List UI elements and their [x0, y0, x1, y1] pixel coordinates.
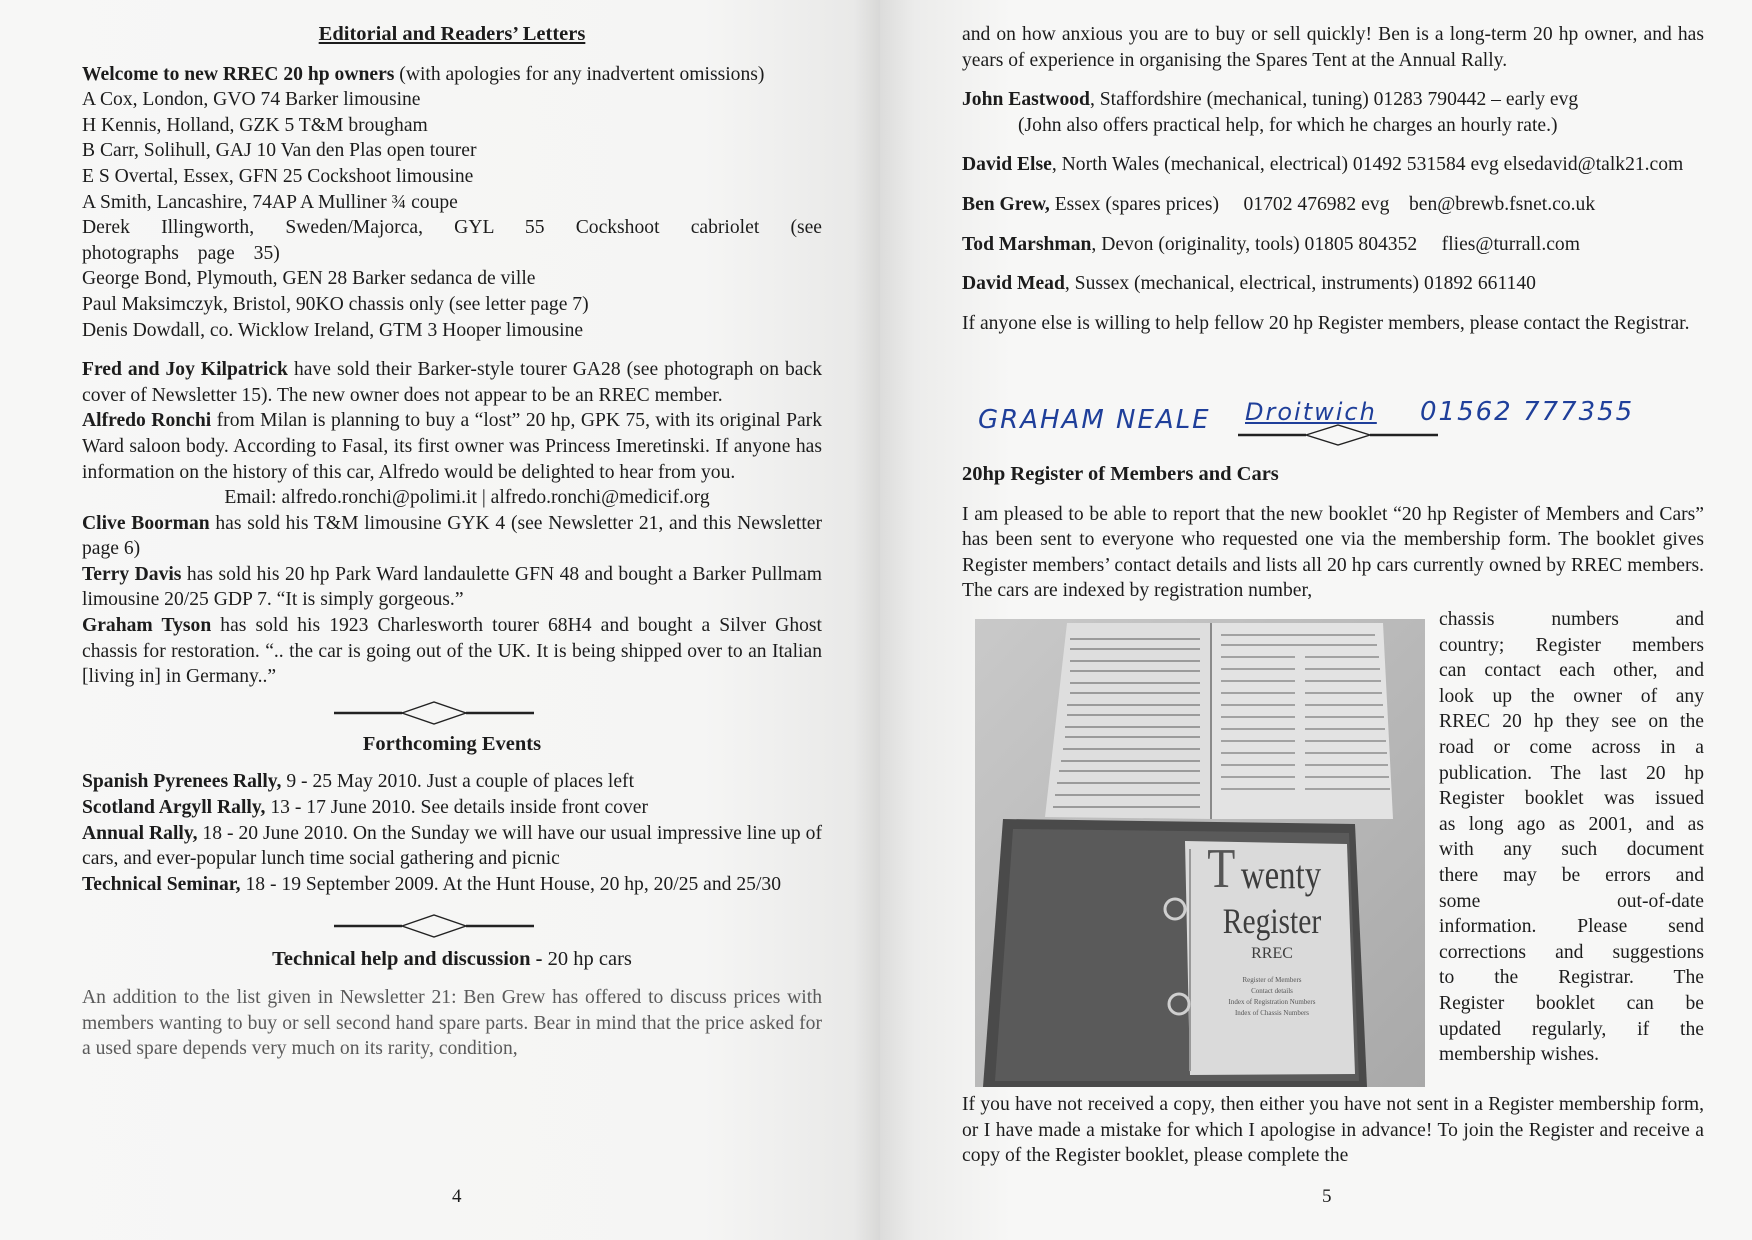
- event-item: Technical Seminar, 18 - 19 September 2009. At the Hunt House, 20 hp, 20/25 and 25/30: [82, 873, 782, 895]
- wrap-line: corrections and suggestions: [1439, 941, 1704, 963]
- handwritten-town: Droitwich: [1245, 398, 1377, 426]
- section-divider: [334, 696, 534, 730]
- booklet-title-word2: Register: [1222, 901, 1322, 941]
- tech-paragraph: An addition to the list given in Newsletter 21: Ben Grew has offered to discuss prices with members wanting to buy or sell second hand spare parts. Bear in mind that the price asked for a used spare depends very much on its rarity, condition,: [82, 987, 822, 1060]
- register-booklet-photo: [975, 619, 1425, 1087]
- register-paragraph: I am pleased to be able to report that the new booklet “20 hp Register of Members and Cars” has been sent to everyone who requested one via the membership form. The booklet gives Register members’ contact details and lists all 20 hp cars currently owned by RREC members. The cars are indexed by registration number,: [962, 503, 1704, 602]
- wrap-line: with any such document: [1439, 839, 1704, 861]
- contact-item: Tod Marshman, Devon (originality, tools) 01805 804352 flies@turrall.com: [962, 233, 1580, 255]
- news-item: Terry Davis has sold his 20 hp Park Ward landaulette GFN 48 and bought a Barker Pullmam limousine 20/25 GDP 7. “It is simply gorgeous.”: [82, 563, 822, 611]
- welcome-intro: Welcome to new RREC 20 hp owners (with apologies for any inadvertent omissions): [82, 63, 765, 85]
- section-divider: [1238, 420, 1438, 450]
- news-item: Clive Boorman has sold his T&M limousine GYK 4 (see Newsletter 21, and this Newsletter page 6): [82, 512, 822, 560]
- owner-line: H Kennis, Holland, GZK 5 T&M brougham: [82, 114, 428, 136]
- right-column: [962, 22, 1704, 336]
- tech-title: Technical help and discussion - 20 hp cars: [272, 948, 632, 971]
- wrap-line: membership wishes.: [1439, 1044, 1599, 1066]
- events-title: Forthcoming Events: [362, 732, 542, 755]
- event-item: Scotland Argyll Rally, 13 - 17 June 2010. See details inside front cover: [82, 797, 648, 819]
- wrap-line: Register booklet was issued: [1439, 788, 1704, 810]
- owner-line: Denis Dowdall, co. Wicklow Ireland, GTM 3 Hooper limousine: [82, 319, 584, 341]
- events-list: [82, 769, 822, 897]
- owner-line: A Smith, Lancashire, 74AP A Mulliner ¾ coupe: [82, 191, 458, 213]
- wrap-line: as long ago as 2001, and as: [1439, 813, 1704, 835]
- owner-line: A Cox, London, GVO 74 Barker limousine: [82, 89, 421, 111]
- page-number: 4: [452, 1186, 462, 1207]
- left-column: [82, 22, 822, 1062]
- wrap-line: look up the owner of any: [1439, 685, 1704, 707]
- wrap-line: there may be errors and: [1439, 864, 1704, 886]
- continued-paragraph: and on how anxious you are to buy or sell quickly! Ben is a long-term 20 hp owner, and has years of experience in organising the Spares Tent at the Annual Rally.: [962, 24, 1704, 71]
- email-line: Email: alfredo.ronchi@polimi.it | alfredo.ronchi@medicif.org: [224, 487, 710, 509]
- final-section: [962, 1092, 1704, 1169]
- wrap-line: country; Register members: [1439, 634, 1704, 656]
- owner-line: E S Overtal, Essex, GFN 25 Cockshoot limousine: [82, 165, 474, 187]
- handwritten-phone: 01562 777355: [1420, 397, 1635, 427]
- wrap-line: can contact each other, and: [1439, 660, 1704, 682]
- wrap-line: Register booklet can be: [1439, 992, 1704, 1014]
- contact-note: (John also offers practical help, for which he charges an hourly rate.): [1018, 114, 1558, 136]
- handwritten-name: GRAHAM NEALE: [978, 405, 1211, 435]
- event-item: Annual Rally, 18 - 20 June 2010. On the Sunday we will have our usual impressive line up of cars, and ever-popular lunch time social gathering and picnic: [82, 822, 822, 870]
- wrap-line: RREC 20 hp they see on the: [1439, 711, 1704, 733]
- owner-line: George Bond, Plymouth, GEN 28 Barker sedanca de ville: [82, 268, 536, 290]
- wrap-line: some out-of-date: [1439, 890, 1704, 912]
- news-item: Fred and Joy Kilpatrick have sold their Barker-style tourer GA28 (see photograph on back cover of Newsletter 15). The new owner does not appear to be an RREC member.: [82, 359, 822, 406]
- wrap-line: chassis numbers and: [1439, 609, 1704, 630]
- contacts-list: [962, 87, 1704, 297]
- booklet-title-word1: T wenty: [1207, 838, 1322, 900]
- news-section: [82, 357, 822, 690]
- contact-item: David Mead, Sussex (mechanical, electrical, instruments) 01892 661140: [962, 273, 1536, 295]
- contact-item: John Eastwood, Staffordshire (mechanical, tuning) 01283 790442 – early evg: [962, 89, 1579, 111]
- section-divider: [334, 909, 534, 943]
- final-paragraph: If you have not received a copy, then either you have not sent in a Register membership form, or I have made a mistake for which I apologise in advance! To join the Register and receive a copy of the Register booklet, please complete the: [962, 1094, 1704, 1167]
- booklet-cover: [1197, 838, 1347, 1019]
- anyone-paragraph: If anyone else is willing to help fellow 20 hp Register members, please contact the Registrar.: [962, 312, 1690, 334]
- booklet-title-word3: RREC: [1251, 945, 1293, 962]
- owner-line: B Carr, Solihull, GAJ 10 Van den Plas open tourer: [82, 140, 477, 162]
- contact-item: David Else, North Wales (mechanical, electrical) 01492 531584 evg elsedavid@talk21.com: [962, 154, 1684, 176]
- owner-line: Paul Maksimczyk, Bristol, 90KO chassis only (see letter page 7): [82, 293, 589, 315]
- wrap-line: information. Please send: [1439, 916, 1704, 938]
- news-item: Alfredo Ronchi from Milan is planning to buy a “lost” 20 hp, GPK 75, with its original Park Ward saloon body. According to Fasal, its first owner was Princess Imeretinski. If anyone has information on the history of this car, Alfredo would be delighted to hear from you.: [82, 410, 822, 483]
- page-number: 5: [1322, 1186, 1332, 1207]
- wrap-paragraph: [1439, 607, 1704, 1068]
- news-item: Graham Tyson has sold his 1923 Charlesworth tourer 68H4 and bought a Silver Ghost chassis for restoration. “.. the car is going out of the UK. It is being shipped over to an Italian [living in] in Germany..”: [82, 615, 822, 688]
- register-title: 20hp Register of Members and Cars: [962, 463, 1279, 485]
- booklet-contents: Register of Members Contact details Index of Registration Numbers Index of Chassis Numbers: [1228, 976, 1316, 1017]
- handwritten-annotation: [970, 397, 1650, 450]
- owner-line: Derek Illingworth, Sweden/Majorca, GYL 55 Cockshoot cabriolet (see photographs page 35): [82, 217, 822, 264]
- wrap-line: road or come across in a: [1439, 736, 1704, 758]
- contact-item: Ben Grew, Essex (spares prices) 01702 476982 evg ben@brewb.fsnet.co.uk: [962, 193, 1596, 215]
- event-item: Spanish Pyrenees Rally, 9 - 25 May 2010. Just a couple of places left: [82, 771, 635, 793]
- editorial-title: Editorial and Readers’ Letters: [318, 23, 586, 45]
- welcome-section: [82, 62, 822, 344]
- wrap-line: to the Registrar. The: [1439, 967, 1704, 989]
- wrap-line: updated regularly, if the: [1439, 1018, 1704, 1040]
- right-page: [880, 0, 1752, 1240]
- register-section: [962, 462, 1704, 604]
- wrap-line: publication. The last 20 hp: [1439, 762, 1704, 784]
